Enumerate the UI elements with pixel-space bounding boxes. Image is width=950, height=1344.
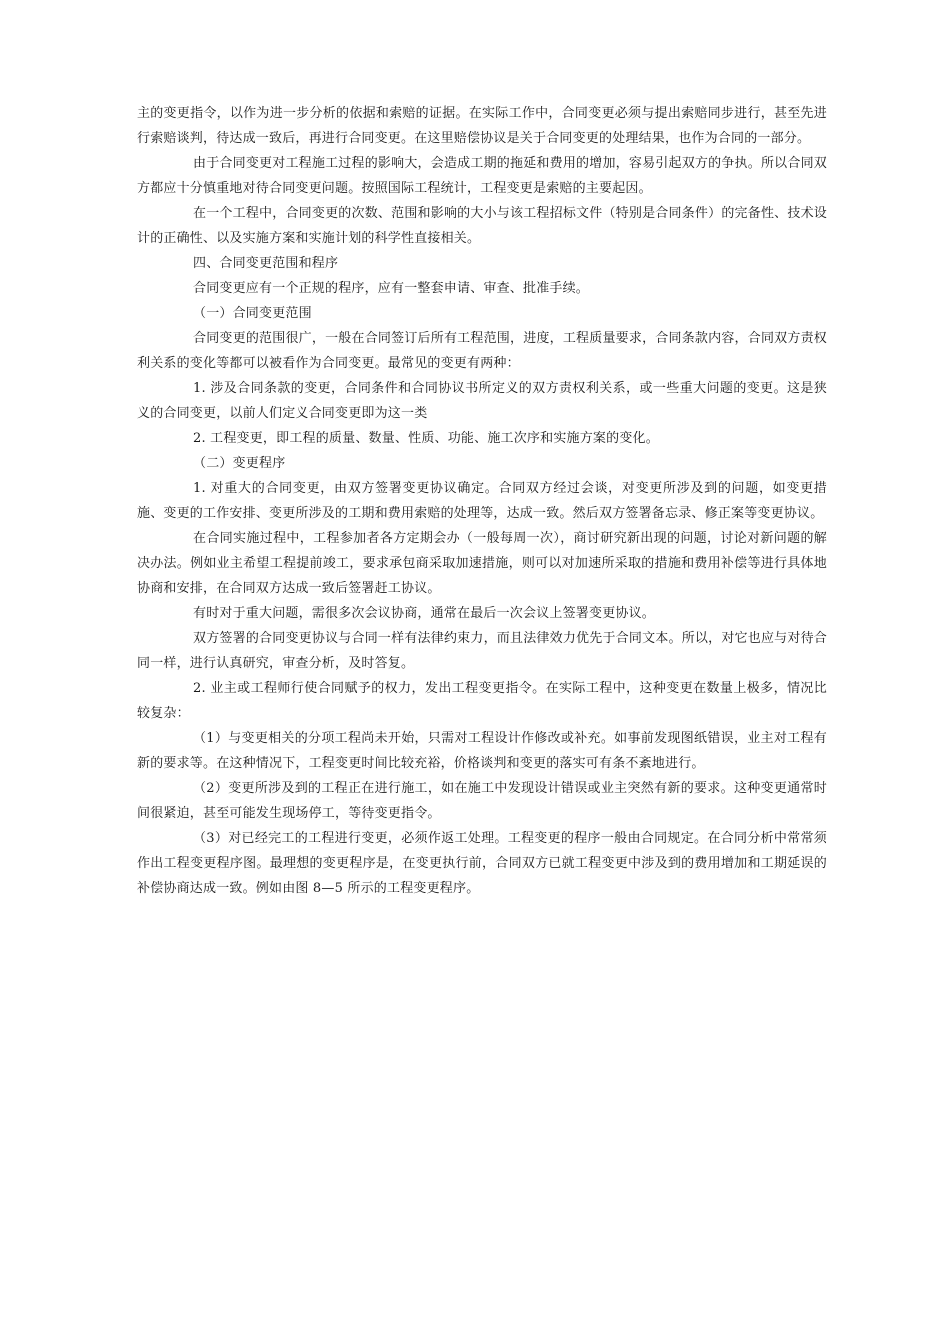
list-item-major-change-agreement: 1. 对重大的合同变更，由双方签署变更协议确定。合同双方经过会谈，对变更所涉及到的问题，如变更措施、变更的工作安排、变更所涉及的工期和费用索赔的处理等，达成一致。然后双方签署备忘录、修正案等变更协议。 bbox=[137, 481, 827, 521]
list-item-in-progress: （2）变更所涉及到的工程正在进行施工，如在施工中发现设计错误或业主突然有新的要求。这种变更通常时间很紧迫，甚至可能发生现场停工，等待变更指令。 bbox=[137, 781, 827, 821]
list-item-completed-work: （3）对已经完工的工程进行变更，必须作返工处理。工程变更的程序一般由合同规定。在合同分析中常常须作出工程变更程序图。最理想的变更程序是，在变更执行前，合同双方已就工程变更中涉及到的费用增加和工期延误的补偿协商达成一致。例如由图 8—5 所示的工程变更程序。 bbox=[137, 831, 827, 896]
list-item-contract-terms-change: 1. 涉及合同条款的变更，合同条件和合同协议书所定义的双方责权利关系，或一些重大问题的变更。这是狭义的合同变更，以前人们定义合同变更即为这一类 bbox=[137, 381, 827, 421]
paragraph-regular-meetings: 在合同实施过程中，工程参加者各方定期会办（一般每周一次），商讨研究新出现的问题，讨论对新问题的解决办法。例如业主希望工程提前竣工，要求承包商采取加速措施，则可以对加速所采取的措施和费用补偿等进行具体地协商和安排，在合同双方达成一致后签署赶工协议。 bbox=[137, 531, 827, 596]
paragraph-formal-procedure: 合同变更应有一个正规的程序，应有一整套申请、审查、批准手续。 bbox=[193, 281, 590, 296]
list-item-engineering-change: 2. 工程变更，即工程的质量、数量、性质、功能、施工次序和实施方案的变化。 bbox=[193, 431, 659, 446]
section-heading-scope-procedure: 四、合同变更范围和程序 bbox=[193, 256, 339, 271]
paragraph-legal-effect: 双方签署的合同变更协议与合同一样有法律约束力，而且法律效力优先于合同文本。所以，对它也应与对待合同一样，进行认真研究，审查分析，及时答复。 bbox=[137, 631, 827, 671]
list-item-change-instruction: 2. 业主或工程师行使合同赋予的权力，发出工程变更指令。在实际工程中，这种变更在数量上极多，情况比较复杂： bbox=[137, 681, 827, 721]
subsection-heading-scope: （一）合同变更范围 bbox=[193, 306, 312, 321]
list-item-not-started: （1）与变更相关的分项工程尚未开始，只需对工程设计作修改或补充。如事前发现图纸错误，业主对工程有新的要求等。在这种情况下，工程变更时间比较充裕，价格谈判和变更的落实可有条不紊地进行。 bbox=[137, 731, 827, 771]
paragraph-continuation: 主的变更指令，以作为进一步分析的依据和索赔的证据。在实际工作中，合同变更必须与提出索赔同步进行，甚至先进行索赔谈判，待达成一致后，再进行合同变更。在这里赔偿协议是关于合同变更的处理结果，也作为合同的一部分。 bbox=[137, 106, 827, 146]
subsection-heading-procedure: （二）变更程序 bbox=[193, 456, 286, 471]
paragraph-multiple-meetings: 有时对于重大问题，需很多次会议协商，通常在最后一次会议上签署变更协议。 bbox=[193, 606, 656, 621]
paragraph-scope-description: 合同变更的范围很广，一般在合同签订后所有工程范围，进度，工程质量要求，合同条款内容，合同双方责权利关系的变化等都可以被看作为合同变更。最常见的变更有两种： bbox=[137, 331, 827, 371]
paragraph-change-impact: 由于合同变更对工程施工过程的影响大，会造成工期的拖延和费用的增加，容易引起双方的争执。所以合同双方都应十分慎重地对待合同变更问题。按照国际工程统计，工程变更是索赔的主要起因。 bbox=[137, 156, 827, 196]
paragraph-change-factors: 在一个工程中，合同变更的次数、范围和影响的大小与该工程招标文件（特别是合同条件）的完备性、技术设计的正确性、以及实施方案和实施计划的科学性直接相关。 bbox=[137, 206, 827, 246]
document-page bbox=[137, 101, 827, 901]
